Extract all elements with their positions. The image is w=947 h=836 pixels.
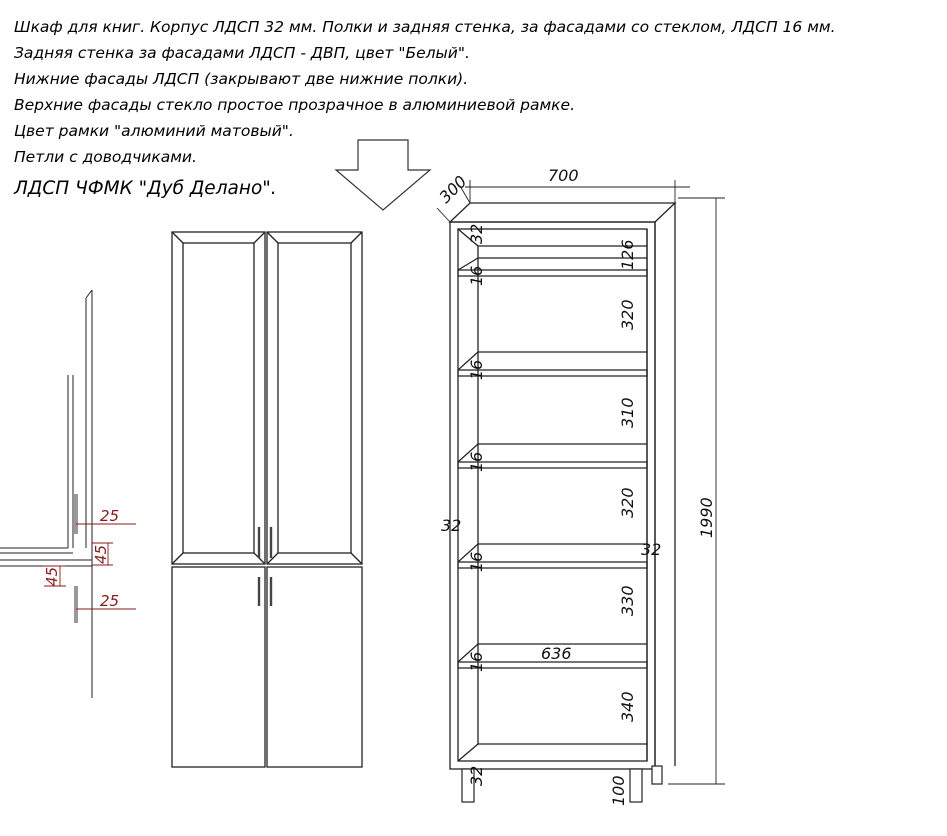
shelf-thickness-label: 16 [467,451,486,472]
material-label: ЛДСП ЧФМК "Дуб Делано". [14,178,277,199]
legs-label: 100 [609,775,628,806]
spec-line: Верхние фасады стекло простое прозрачное в алюминиевой рамке. [14,96,575,114]
shelf-2 [458,352,647,376]
detail-gap-top-label: 25 [100,507,120,525]
shelf-4 [458,544,647,568]
height-label: 1990 [697,497,716,538]
spec-line: Задняя стенка за фасадами ЛДСП - ДВП, цвет "Белый". [14,44,470,62]
lower-door-left [172,567,265,767]
glass-door-right [267,232,362,564]
width-label: 700 [548,166,579,185]
spec-line: Петли с доводчиками. [14,148,197,166]
shelf-thickness-label: 16 [467,651,486,672]
carcass-view [450,203,675,784]
top-panel-label: 32 [467,223,486,244]
down-arrow [336,140,430,210]
lower-door-right [267,567,362,767]
detail-gap-bottom-label: 25 [100,592,120,610]
depth-label: 300 [435,171,471,207]
gap-label: 330 [618,585,637,616]
shelf-thickness-label: 16 [467,359,486,380]
front-view [172,232,362,767]
gap-label: 340 [618,691,637,722]
inner-width-label: 636 [541,644,572,663]
detail-overlap-horizontal-label: 45 [43,566,61,586]
glass-door-left [172,232,265,564]
shelf-thickness-label: 16 [467,551,486,572]
top-panel [450,203,675,222]
gap-label: 126 [618,239,637,270]
spec-line: Шкаф для книг. Корпус ЛДСП 32 мм. Полки и задняя стенка, за фасадами со стеклом, ЛДСП 16 мм. [14,18,836,36]
spec-line: Нижние фасады ЛДСП (закрывают две нижние полки). [14,70,469,88]
overlap-detail [0,290,92,698]
side-right-label: 32 [641,540,662,559]
shelf-3 [458,444,647,468]
bottom-panel-label: 32 [467,765,486,786]
detail-overlap-vertical-label: 45 [92,544,110,564]
legs [462,766,662,802]
gap-label: 310 [618,397,637,428]
side-left-label: 32 [441,516,462,535]
spec-line: Цвет рамки "алюминий матовый". [14,122,294,140]
shelf-thickness-label: 16 [467,265,486,286]
gap-label: 320 [618,487,637,518]
gap-label: 320 [618,299,637,330]
